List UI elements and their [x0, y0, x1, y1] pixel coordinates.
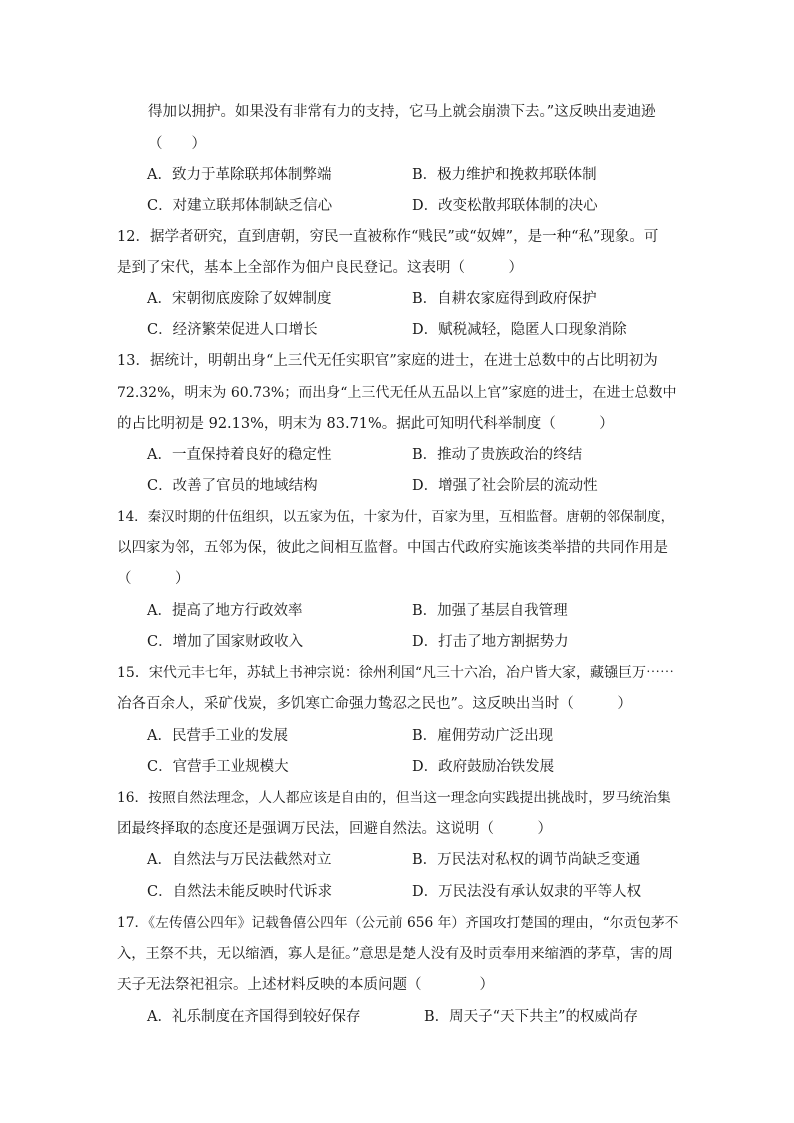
option-c: C．增加了国家财政收入: [147, 634, 304, 650]
option-d: D．政府鼓励冶铁发展: [412, 759, 555, 775]
option-c: C．经济繁荣促进人口增长: [147, 322, 318, 338]
question-14: 14．秦汉时期的什伍组织，以五家为伍，十家为什，百家为里，互相监督。唐朝的邻保制度，: [117, 509, 675, 525]
answer-paren: （ ）: [148, 136, 206, 152]
question-16-cont: 团最终择取的态度还是强调万民法，回避自然法。这说明（ ）: [117, 821, 552, 837]
question-15: 15．宋代元丰七年，苏轼上书神宗说：徐州利国“凡三十六冶，冶户皆大家，藏镪巨万⋯⋯: [117, 665, 674, 681]
option-b: B．万民法对私权的调节尚缺乏变通: [412, 852, 641, 868]
option-c: C．改善了官员的地域结构: [147, 478, 318, 494]
question-16: 16．按照自然法理念，人人都应该是自由的，但当这一理念向实践提出挑战时，罗马统治集: [117, 790, 671, 806]
option-c: C．对建立联邦体制缺乏信心: [147, 198, 333, 214]
question-17-cont: 天子无法祭祀祖宗。上述材料反映的本质问题（ ）: [117, 977, 494, 993]
option-b: B．推动了贵族政治的终结: [412, 447, 583, 463]
option-b: B．周天子“天下共主”的权威尚存: [424, 1009, 638, 1025]
question-12-cont: 是到了宋代，基本上全部作为佃户良民登记。这表明（ ）: [117, 260, 523, 276]
option-a: A．提高了地方行政效率: [147, 603, 303, 619]
question-14-cont: 以四家为邻，五邻为保，彼此之间相互监督。中国古代政府实施该类举措的共同作用是: [117, 540, 668, 556]
text-line: 得加以拥护。如果没有非常有力的支持，它马上就会崩溃下去。”这反映出麦迪逊: [148, 104, 656, 120]
option-c: C．自然法未能反映时代诉求: [147, 884, 333, 900]
option-d: D．赋税减轻，隐匿人口现象消除: [412, 322, 627, 338]
option-b: B．雇佣劳动广泛出现: [412, 728, 554, 744]
option-b: B．加强了基层自我管理: [412, 603, 568, 619]
option-a: A．礼乐制度在齐国得到较好保存: [147, 1009, 361, 1025]
option-a: A．宋朝彻底废除了奴婢制度: [147, 291, 332, 307]
question-12: 12．据学者研究，直到唐朝，穷民一直被称作“贱民”或“奴婢”，是一种“私”现象。可: [117, 229, 659, 245]
option-a: A．自然法与万民法截然对立: [147, 852, 332, 868]
option-d: D．打击了地方割据势力: [412, 634, 569, 650]
option-a: A．致力于革除联邦体制弊端: [147, 167, 332, 183]
option-c: C．官营手工业规模大: [147, 759, 289, 775]
option-b: B．极力维护和挽救邦联体制: [412, 167, 597, 183]
option-d: D．改变松散邦联体制的决心: [412, 198, 598, 214]
answer-paren: （ ）: [117, 571, 190, 587]
question-13-cont: 的占比明初是 92.13%，明末为 83.71%。据此可知明代科举制度（ ）: [117, 416, 614, 432]
option-a: A．一直保持着良好的稳定性: [147, 447, 332, 463]
question-17-cont: 入，王祭不共，无以缩酒，寡人是征。”意思是楚人没有及时贡奉用来缩酒的茅草，害的周: [117, 946, 673, 962]
question-13: 13．据统计，明朝出身“上三代无任实职官”家庭的进士，在进士总数中的占比明初为: [117, 353, 658, 369]
option-d: D．万民法没有承认奴隶的平等人权: [412, 884, 642, 900]
option-d: D．增强了社会阶层的流动性: [412, 478, 598, 494]
question-15-cont: 冶各百余人，采矿伐炭，多饥寒亡命强力鸷忍之民也”。这反映出当时（ ）: [117, 696, 632, 712]
option-b: B．自耕农家庭得到政府保护: [412, 291, 597, 307]
question-13-cont: 72.32%，明末为 60.73%；而出身“上三代无任从五品以上官”家庭的进士，在进士总数中: [117, 385, 677, 401]
option-a: A．民营手工业的发展: [147, 728, 288, 744]
question-17: 17．《左传僖公四年》记载鲁僖公四年（公元前 656 年）齐国攻打楚国的理由，“尔贡包茅不: [117, 915, 679, 931]
